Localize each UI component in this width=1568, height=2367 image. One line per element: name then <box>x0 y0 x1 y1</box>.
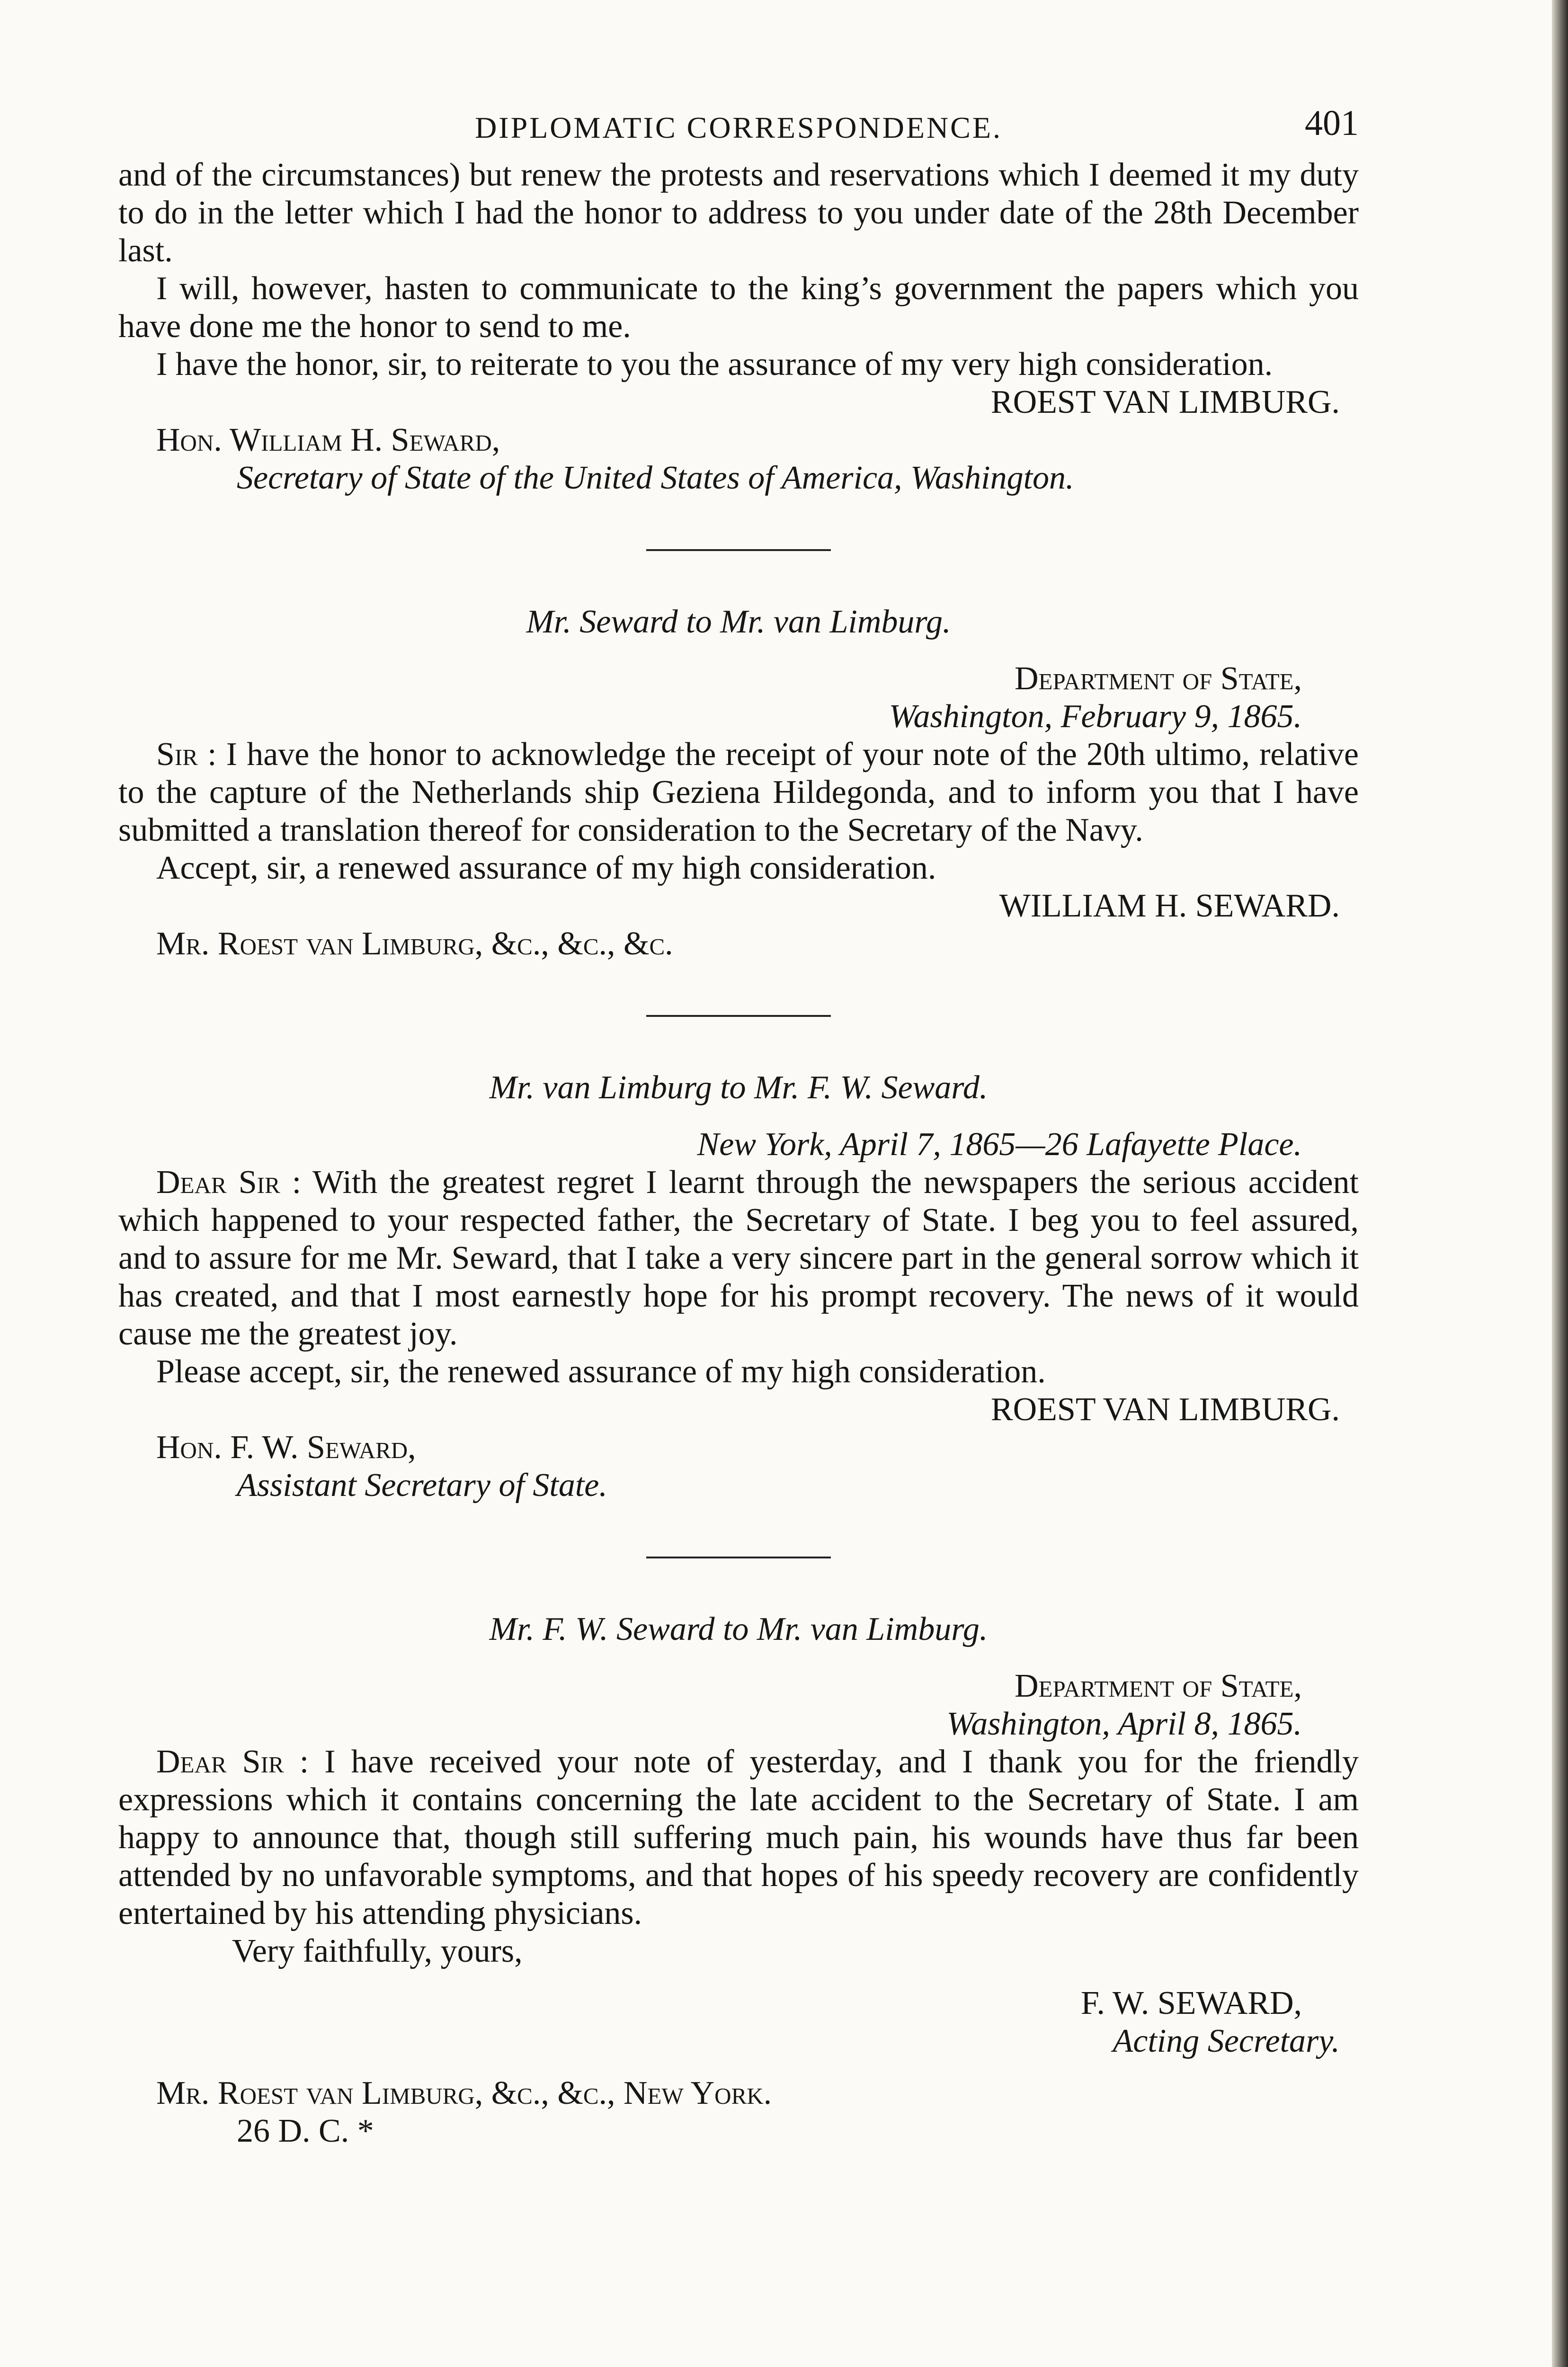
signature: ROEST VAN LIMBURG. <box>990 384 1340 420</box>
addressee-title: Assistant Secretary of State. <box>237 1467 607 1504</box>
paragraph <box>118 1164 1359 1353</box>
page-number: 401 <box>1305 103 1359 143</box>
signature: F. W. SEWARD, <box>1081 1985 1302 2021</box>
paragraph: I have the honor, sir, to reiterate to you the assurance of my very high consideration. <box>156 346 1273 383</box>
letter-title: Mr. F. W. Seward to Mr. van Limburg. <box>489 1611 988 1647</box>
addressee: Hon. William H. Seward, <box>156 422 500 458</box>
salutation: Dear Sir : <box>156 1164 302 1201</box>
paragraph: Accept, sir, a renewed assurance of my high consideration. <box>156 850 936 886</box>
section-divider <box>646 1557 831 1558</box>
paragraph <box>118 1743 1359 1932</box>
signature-mark: 26 D. C. * <box>237 2113 374 2149</box>
letter-van-limburg-to-fw-seward <box>118 1069 1359 1504</box>
addressee: Mr. Roest van Limburg, &c., &c., &c. <box>156 925 673 962</box>
signature: ROEST VAN LIMBURG. <box>990 1391 1340 1428</box>
paragraph <box>118 736 1359 849</box>
letter-title: Mr. van Limburg to Mr. F. W. Seward. <box>489 1069 988 1106</box>
letter-fw-seward-to-van-limburg <box>118 1611 1359 2112</box>
letter-title: Mr. Seward to Mr. van Limburg. <box>526 604 951 640</box>
department: Department of State, <box>1014 1668 1302 1704</box>
letter-roest-continuation <box>118 156 1359 497</box>
section-divider <box>646 1015 831 1017</box>
document-page <box>118 104 1359 2150</box>
department: Department of State, <box>1014 660 1302 697</box>
addressee: Mr. Roest van Limburg, &c., &c., New York. <box>156 2075 772 2111</box>
closing: Very faithfully, yours, <box>232 1933 523 1969</box>
dateline: Washington, April 8, 1865. <box>946 1706 1302 1742</box>
salutation: Dear Sir : <box>156 1744 309 1780</box>
signature: WILLIAM H. SEWARD. <box>999 888 1340 924</box>
paragraph-text: With the greatest regret I learnt through the newspapers the serious accident which happened to your respected father, the Secretary of State. I beg you to feel assured, and to assure for me Mr. Seward, that I take a very sincere part in the general sorrow which it has created, and that I most earnestly hope for his prompt recovery. The news of it would cause me the greatest joy. <box>118 1164 1359 1352</box>
paragraph-text: I have received your note of yesterday, and I thank you for the friendly expressions which it contains concerning the late accident to the Secretary of State. I am happy to announce that, though still suffering much pain, his wounds have thus far been attended by no unfavorable symptoms, and that hopes of his speedy recovery are confidently entertained by his attending physicians. <box>118 1744 1359 1931</box>
dateline: New York, April 7, 1865—26 Lafayette Place. <box>697 1126 1302 1163</box>
dateline: Washington, February 9, 1865. <box>889 698 1302 735</box>
paragraph-text: I have the honor to acknowledge the receipt of your note of the 20th ultimo, relative to the capture of the Netherlands ship Geziena Hildegonda, and to inform you that I have submitted a translation thereof for consideration to the Secretary of the Navy. <box>118 736 1359 848</box>
section-divider <box>646 549 831 551</box>
salutation: Sir : <box>156 736 217 773</box>
addressee: Hon. F. W. Seward, <box>156 1429 416 1466</box>
paragraph: I will, however, hasten to communicate to the king’s government the papers which you have done me the honor to send to me. <box>118 270 1359 345</box>
paragraph: and of the circumstances) but renew the protests and reservations which I deemed it my duty to do in the letter which I had the honor to address to you under date of the 28th December last. <box>118 157 1359 269</box>
running-head: DIPLOMATIC CORRESPONDENCE. <box>475 111 1002 144</box>
addressee-title: Secretary of State of the United States of America, Washington. <box>237 460 1074 496</box>
page-edge-shadow <box>1552 0 1568 2367</box>
page-header <box>118 104 1359 156</box>
signature-title: Acting Secretary. <box>1113 2023 1340 2059</box>
paragraph: Please accept, sir, the renewed assurance of my high consideration. <box>156 1353 1046 1390</box>
letter-seward-to-van-limburg <box>118 603 1359 963</box>
